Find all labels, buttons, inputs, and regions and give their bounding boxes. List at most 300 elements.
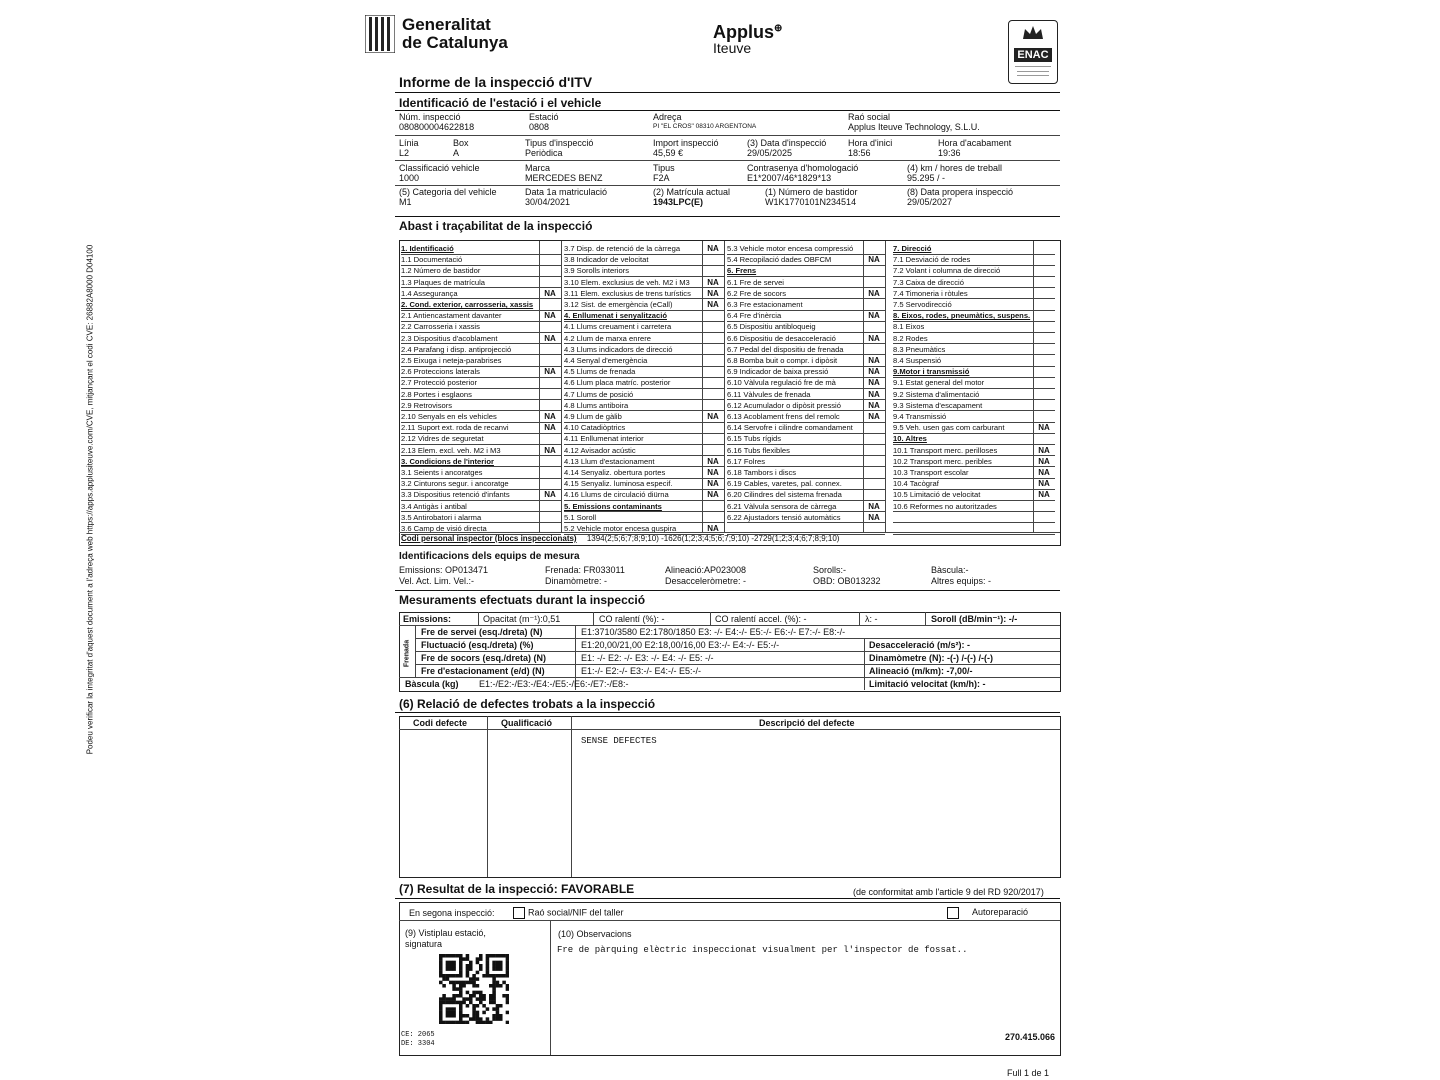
scope-item: 4. Enllumenat i senyalització xyxy=(564,311,667,321)
scope-na-flag xyxy=(540,355,560,366)
scope-item: 4.14 Senyaliz. obertura portes xyxy=(564,468,666,477)
scope-na-flag xyxy=(540,512,560,523)
scope-item: 4.12 Avisador acústic xyxy=(564,445,636,455)
qr-code xyxy=(439,954,509,1029)
scope-item: 10.2 Transport merc. peribles xyxy=(893,456,992,466)
generalitat-line1: Generalitat xyxy=(402,15,491,34)
field-label: Box xyxy=(453,138,469,148)
field-value: PI "EL CROS" 08310 ARGENTONA xyxy=(653,123,757,130)
scope-na-flag xyxy=(703,512,723,523)
scope-na-flag xyxy=(703,254,723,265)
field-value: 95.295 / - xyxy=(907,173,946,183)
scope-na-flag xyxy=(864,445,884,456)
field-label: Hora d'inici xyxy=(848,138,893,148)
de-code: DE: 3304 xyxy=(401,1040,435,1048)
field-value: 45,59 € xyxy=(653,148,684,158)
scope-na-flag: NA xyxy=(868,356,880,365)
measurement-right: Desacceleració (m/s²): - xyxy=(869,640,971,650)
scope-item: 2.12 Vidres de seguretat xyxy=(401,434,484,444)
defects-title: (6) Relació de defectes trobats a la inspecció xyxy=(399,697,656,711)
scope-item: 6.9 Indicador de baixa pressió xyxy=(727,367,829,377)
scope-na-flag xyxy=(1034,355,1054,366)
scope-item: 8.4 Suspensió xyxy=(893,356,942,365)
scope-item: 6.17 Folres xyxy=(727,456,765,466)
field-value: 1943LPC(E) xyxy=(653,197,704,207)
field-value: Applus Iteuve Technology, S.L.U. xyxy=(848,122,980,132)
equipment-entry: Emissions: OP013471 xyxy=(399,565,489,575)
scope-na-flag xyxy=(864,344,884,355)
scope-item: 4.10 Catadiòptrics xyxy=(564,423,626,433)
field-label: Adreça xyxy=(653,112,682,122)
scope-na-flag: NA xyxy=(868,288,880,298)
workshop-checkbox[interactable] xyxy=(513,907,525,919)
scope-na-flag xyxy=(540,400,560,411)
scope-na-flag: NA xyxy=(707,524,719,533)
scope-item: 2.3 Dispositius d'acoblament xyxy=(401,333,498,343)
scope-na-flag: NA xyxy=(707,277,719,287)
scope-na-flag: NA xyxy=(707,412,719,421)
scope-na-flag xyxy=(703,265,723,276)
scope-item: 4.16 Llums de circulació diürna xyxy=(564,490,669,500)
scope-na-flag xyxy=(540,467,560,478)
field-value: 0808 xyxy=(529,122,550,132)
scope-na-flag xyxy=(703,389,723,400)
scope-na-flag xyxy=(1034,254,1054,265)
opacity-value: Opacitat (m⁻¹):0,51 xyxy=(483,614,561,624)
scope-item: 4.13 Llum d'estacionament xyxy=(564,456,655,466)
co-idle-value: CO ralentí (%): - xyxy=(599,614,665,624)
workshop-label: Raó social/NIF del taller xyxy=(528,907,624,918)
field-label: Data 1a matriculació xyxy=(525,187,608,197)
scope-item: 10. Altres xyxy=(893,434,927,444)
scope-item: 4.8 Llums antiboira xyxy=(564,400,629,410)
field-value: F2A xyxy=(653,173,670,183)
field-label: Raó social xyxy=(848,112,891,122)
generalitat-logo xyxy=(365,15,395,53)
scope-item: 10.4 Tacògraf xyxy=(893,479,939,489)
verification-side-note: Podeu verificar la integritat d'aquest document a l'adreça web https://apps.applusiteuve.com/CVE, mitjançant el codi CVE: 26882A8000 D04100 xyxy=(85,244,95,755)
scope-na-flag xyxy=(1034,377,1054,388)
scope-item: 6.1 Fre de servei xyxy=(727,277,784,287)
scope-na-flag: NA xyxy=(868,255,880,265)
measurement-value: E1: -/- E2: -/- E3: -/- E4: -/- E5: -/- xyxy=(581,653,714,663)
self-repair-label: Autoreparació xyxy=(972,907,1029,918)
scope-na-flag: NA xyxy=(544,311,556,321)
scope-item: 9.1 Estat general del motor xyxy=(893,378,985,388)
scope-item: 7.4 Timoneria i ròtules xyxy=(893,288,968,298)
measurement-right: Alineació (m/km): -7,00/- xyxy=(869,666,973,676)
result-title: (7) Resultat de la inspecció: FAVORABLE xyxy=(399,882,635,896)
measurement-value: E1:-/- E2:-/- E3:-/- E4:-/- E5:-/- xyxy=(581,666,702,676)
col-defect-code: Codi defecte xyxy=(413,718,468,728)
scope-item: 9.3 Sistema d'escapament xyxy=(893,400,983,410)
scope-na-flag xyxy=(1034,310,1054,321)
scope-item: 3. Condicions de l'interior xyxy=(401,456,494,466)
field-value: MERCEDES BENZ xyxy=(525,173,603,183)
scope-item: 3.9 Sorolls interiors xyxy=(564,266,629,276)
field-value: W1K1770101N234514 xyxy=(765,197,857,207)
field-label: Núm. inspecció xyxy=(399,112,461,122)
scope-na-flag: NA xyxy=(868,501,880,511)
scope-na-flag xyxy=(1034,400,1054,411)
scope-item: 2.11 Suport ext. roda de recanvi xyxy=(401,423,509,433)
field-value: A xyxy=(453,148,460,158)
equipment-entry: Dinamòmetre: - xyxy=(545,576,608,586)
scope-item: 6.12 Acumulador o dipòsit pressió xyxy=(727,400,841,410)
scope-item: 5.3 Vehicle motor encesa compressió xyxy=(727,244,854,253)
scope-item: 6.8 Bomba buit o compr. i dipòsit xyxy=(727,356,838,365)
scale-label: Bàscula (kg) xyxy=(405,679,459,689)
field-label: (8) Data propera inspecció xyxy=(907,187,1014,197)
workshop-option[interactable] xyxy=(513,907,624,919)
scope-na-flag: NA xyxy=(707,479,719,489)
scope-item: 6.20 Cilindres del sistema frenada xyxy=(727,490,842,500)
scope-item: 4.4 Senyal d'emergència xyxy=(564,356,648,365)
scope-item: 7.2 Volant i columna de direcció xyxy=(893,266,1001,276)
scope-item: 10.5 Limitació de velocitat xyxy=(893,490,981,500)
scope-item: 6.18 Tambors i discs xyxy=(727,468,797,477)
scope-na-flag xyxy=(540,377,560,388)
scope-na-flag: NA xyxy=(868,400,880,410)
scope-na-flag: NA xyxy=(544,288,556,298)
scope-item: 1.2 Número de bastidor xyxy=(401,266,481,276)
scope-na-flag xyxy=(1034,277,1054,288)
scope-item: 3.11 Elem. exclusius de trens turístics xyxy=(564,288,691,298)
scope-item: 2.4 Parafang i disp. antiprojecció xyxy=(401,344,512,354)
equipment-entry: Sorolls:- xyxy=(813,565,847,575)
scope-na-flag: NA xyxy=(1038,490,1050,500)
scope-na-flag xyxy=(864,265,884,276)
scope-item: 6.11 Vàlvules de frenada xyxy=(727,389,811,399)
scope-na-flag: NA xyxy=(707,300,719,309)
scope-na-flag: NA xyxy=(707,468,719,477)
scope-item: 6.3 Fre estacionament xyxy=(727,300,803,309)
scope-na-flag: NA xyxy=(544,367,556,377)
scope-item: 6.16 Tubs flexibles xyxy=(727,445,790,455)
field-label: (1) Número de bastidor xyxy=(765,187,858,197)
scope-item: 4.5 Llums de frenada xyxy=(564,367,636,377)
speed-limit-value: Limitació velocitat (km/h): - xyxy=(869,679,986,689)
scope-item: 8. Eixos, rodes, pneumàtics, suspens. xyxy=(893,311,1031,321)
scope-na-flag xyxy=(864,478,884,489)
scope-na-flag xyxy=(864,299,884,310)
measurements-title: Mesuraments efectuats durant la inspecció xyxy=(399,593,646,607)
scope-item: 2.1 Antiencastament davanter xyxy=(401,311,502,321)
field-value: 080800004622818 xyxy=(399,122,475,132)
field-value: 19:36 xyxy=(938,148,961,158)
measurement-label: Fre de socors (esq./dreta) (N) xyxy=(421,653,547,663)
equipment-entry: OBD: OB013232 xyxy=(813,576,881,586)
scope-item: 7. Direcció xyxy=(893,244,932,253)
qr-code-icon xyxy=(439,954,509,1024)
scope-na-flag: NA xyxy=(868,512,880,522)
scope-item xyxy=(893,512,1033,523)
scope-na-flag xyxy=(540,501,560,512)
scope-item: 3.7 Disp. de retenció de la càrrega xyxy=(564,244,681,253)
scope-item: 2.9 Retrovisors xyxy=(401,400,453,410)
scope-na-flag xyxy=(1034,243,1054,254)
field-label: Tipus d'inspecció xyxy=(525,138,594,148)
scope-na-flag xyxy=(703,321,723,332)
defects-table xyxy=(399,716,1061,878)
scope-na-flag: NA xyxy=(707,456,719,466)
scope-na-flag xyxy=(864,433,884,444)
field-value: E1*2007/46*1829*13 xyxy=(747,173,832,183)
scope-item: 6. Frens xyxy=(727,266,757,276)
document-number: 270.415.066 xyxy=(1005,1032,1056,1042)
field-label: Classificació vehicle xyxy=(399,163,480,173)
scope-na-flag xyxy=(1034,512,1054,523)
scope-na-flag: NA xyxy=(868,311,880,321)
scope-item: 2.10 Senyals en els vehicles xyxy=(401,412,497,421)
scope-item: 5.4 Recopilació dades OBFCM xyxy=(727,255,832,265)
scope-na-flag: NA xyxy=(868,367,880,377)
scope-na-flag: NA xyxy=(707,288,719,298)
station-stamp-label: (9) Vistiplau estació, signatura xyxy=(405,928,486,949)
scope-item: 4.11 Enllumenat interior xyxy=(564,434,644,444)
scope-na-flag xyxy=(703,333,723,344)
scope-item: 9.5 Veh. usen gas com carburant xyxy=(893,423,1005,433)
field-value: 29/05/2025 xyxy=(747,148,793,158)
field-label: Estació xyxy=(529,112,559,122)
field-label: (5) Categoria del vehicle xyxy=(399,187,497,197)
field-label: Contrasenya d'homologació xyxy=(747,163,859,173)
scope-na-flag: NA xyxy=(1038,479,1050,489)
scope-item: 8.2 Rodes xyxy=(893,333,928,343)
scope-item: 2.13 Elem. excl. veh. M2 i M3 xyxy=(401,445,501,455)
scope-na-flag: NA xyxy=(544,445,556,455)
scope-item: 3.2 Cinturons segur. i ancoratge xyxy=(401,479,509,489)
scope-item: 6.6 Dispositiu de desacceleració xyxy=(727,333,836,343)
scope-na-flag xyxy=(1034,344,1054,355)
scope-item: 2. Cond. exterior, carrosseria, xassis xyxy=(401,300,534,309)
scope-item: 3.10 Elem. exclusius de veh. M2 i M3 xyxy=(564,277,690,287)
lambda-value: λ: - xyxy=(865,614,878,624)
scope-na-flag: NA xyxy=(707,244,719,253)
self-repair-option[interactable] xyxy=(947,907,1028,919)
scope-item: 2.5 Eixuga i neteja-parabrises xyxy=(401,356,502,365)
scope-na-flag xyxy=(703,422,723,433)
scope-na-flag xyxy=(864,467,884,478)
scale-value: E1:-/E2:-/E3:-/E4:-/E5:-/E6:-/E7:-/E8:- xyxy=(479,679,629,689)
scope-na-flag xyxy=(1034,433,1054,444)
scope-item: 6.21 Vàlvula sensora de càrrega xyxy=(727,501,837,511)
field-label: Tipus xyxy=(653,163,675,173)
col-description: Descripció del defecte xyxy=(759,718,855,728)
inspector-codes xyxy=(401,534,839,544)
scope-na-flag xyxy=(1034,366,1054,377)
scope-item: 10.6 Reformes no autoritzades xyxy=(893,501,997,511)
col-qualification: Qualificació xyxy=(501,718,553,728)
scope-na-flag xyxy=(540,344,560,355)
scope-na-flag xyxy=(1034,321,1054,332)
scope-item: 6.5 Dispositiu antibloqueig xyxy=(727,322,816,332)
scope-item: 6.14 Servofre i cilindre comandament xyxy=(727,423,853,433)
field-value: L2 xyxy=(399,148,410,158)
scope-na-flag xyxy=(864,422,884,433)
scope-item: 6.2 Fre de socors xyxy=(727,288,787,298)
defect-entry: SENSE DEFECTES xyxy=(581,736,657,746)
scope-na-flag: NA xyxy=(1038,423,1050,433)
scope-item: 7.1 Desviació de rodes xyxy=(893,255,971,265)
scope-na-flag: NA xyxy=(707,490,719,500)
scope-item: 6.22 Ajustadors tensió automàtics xyxy=(727,512,841,522)
field-label: Marca xyxy=(525,163,551,173)
scope-item: 3.1 Seients i ancoratges xyxy=(401,468,483,477)
scope-item: 10.3 Transport escolar xyxy=(893,468,969,477)
scope-item: 3.6 Camp de visió directa xyxy=(401,524,487,533)
scope-na-flag xyxy=(1034,411,1054,422)
scope-item: 6.13 Acoblament frens del remolc xyxy=(727,412,840,421)
scope-na-flag xyxy=(703,400,723,411)
scope-item: 9.2 Sistema d'alimentació xyxy=(893,389,980,399)
scope-item: 1.4 Assegurança xyxy=(401,288,458,298)
scope-na-flag xyxy=(540,478,560,489)
scope-na-flag xyxy=(540,243,560,254)
scope-item: 5.2 Vehicle motor encesa guspira xyxy=(564,524,677,533)
scope-item: 1.3 Plaques de matrícula xyxy=(401,277,486,287)
iteuve-logo: Iteuve xyxy=(713,40,752,56)
scope-item: 3.4 Antigàs i antibal xyxy=(401,501,467,511)
field-value: 30/04/2021 xyxy=(525,197,571,207)
scope-item: 3.3 Dispositius retenció d'infants xyxy=(401,490,510,500)
brakes-vertical-label: Frenada xyxy=(403,639,411,668)
scope-item: 2.8 Portes i esglaons xyxy=(401,389,472,399)
scope-na-flag xyxy=(703,366,723,377)
scope-na-flag xyxy=(540,389,560,400)
enac-label: ENAC xyxy=(1014,48,1052,62)
scope-na-flag: NA xyxy=(868,333,880,343)
scope-item: 7.3 Caixa de direcció xyxy=(893,277,964,287)
scope-na-flag: NA xyxy=(544,423,556,433)
identification-title: Identificació de l'estació i el vehicle xyxy=(399,96,602,110)
scope-na-flag xyxy=(540,456,560,467)
scope-item: 8.3 Pneumàtics xyxy=(893,344,946,354)
scope-na-flag: NA xyxy=(1038,468,1050,477)
measurement-label: Fre d'estacionament (e/d) (N) xyxy=(421,666,545,676)
field-value: 1000 xyxy=(399,173,420,183)
scope-na-flag xyxy=(540,433,560,444)
measurement-value: E1:20,00/21,00 E2:18,00/16,00 E3:-/- E4:-/- E5:-/- xyxy=(581,640,780,650)
report-title: Informe de la inspecció d'ITV xyxy=(399,74,593,90)
equipment-entry: Bàscula:- xyxy=(931,565,969,575)
equipment-title: Identificacions dels equips de mesura xyxy=(399,551,580,562)
scope-item: 2.7 Protecció posterior xyxy=(401,378,477,388)
inspection-report xyxy=(395,10,1063,1078)
scope-na-flag xyxy=(1034,333,1054,344)
scope-item: 1. Identificació xyxy=(401,244,454,253)
crown-icon xyxy=(1009,21,1057,43)
scope-item: 9.Motor i transmissió xyxy=(893,367,970,377)
generalitat-icon xyxy=(365,15,395,53)
scope-item: 4.9 Llum de gàlib xyxy=(564,412,622,421)
scope-item: 4.1 Llums creuament i carretera xyxy=(564,322,672,332)
scope-item: 6.15 Tubs rígids xyxy=(727,434,782,444)
equipment-entry: Alineació:AP023008 xyxy=(665,565,747,575)
measurement-label: Fre de servei (esq./dreta) (N) xyxy=(421,627,543,637)
field-label: (4) km / hores de treball xyxy=(907,163,1003,173)
scope-na-flag xyxy=(1034,299,1054,310)
scope-na-flag: NA xyxy=(544,490,556,500)
field-label: (2) Matrícula actual xyxy=(653,187,731,197)
measurement-label: Fluctuació (esq./dreta) (%) xyxy=(421,640,534,650)
observations-text: Fre de pàrquing elèctric inspeccionat visualment per l'inspector de fossat.. xyxy=(557,945,968,955)
scope-na-flag: NA xyxy=(1038,456,1050,466)
scope-item: 4.15 Senyaliz. luminosa especif. xyxy=(564,479,673,489)
observations-label: (10) Observacions xyxy=(558,929,632,939)
scope-item: 6.19 Cables, varetes, pal. connex. xyxy=(727,479,842,489)
scope-item: 8.1 Eixos xyxy=(893,322,925,332)
scope-item: 3.8 Indicador de velocitat xyxy=(564,255,649,265)
scope-item: 4.2 Llum de marxa enrere xyxy=(564,333,651,343)
scope-item: 2.2 Carrosseria i xassis xyxy=(401,322,480,332)
scope-item: 3.5 Antirobatori i alarma xyxy=(401,512,482,522)
scope-na-flag xyxy=(540,265,560,276)
scope-item: 2.6 Proteccions laterals xyxy=(401,367,480,377)
scope-item: 5. Emissions contaminants xyxy=(564,501,662,511)
scope-na-flag: NA xyxy=(544,333,556,343)
scope-na-flag xyxy=(703,355,723,366)
scope-na-flag xyxy=(703,310,723,321)
scope-item: 9.4 Transmissió xyxy=(893,412,947,421)
equipment-entry: Vel. Act. Lim. Vel.:- xyxy=(399,576,475,586)
emissions-label: Emissions: xyxy=(403,614,452,624)
scope-item: 10.1 Transport merc. perilloses xyxy=(893,445,998,455)
self-repair-checkbox[interactable] xyxy=(947,907,959,919)
measurement-value: E1:3710/3580 E2:1780/1850 E3: -/- E4:-/- E5:-/- E6:-/- E7:-/- E8:-/- xyxy=(581,627,846,637)
co-accel-value: CO ralentí accel. (%): - xyxy=(715,614,807,624)
scope-na-flag xyxy=(540,254,560,265)
noise-value: Soroll (dB/min⁻¹): -/- xyxy=(931,614,1018,624)
scope-item: 6.7 Pedal del dispositiu de frenada xyxy=(727,344,844,354)
scope-item: 4.6 Llum placa matríc. posterior xyxy=(564,378,671,388)
scope-na-flag: NA xyxy=(544,412,556,421)
scope-na-flag xyxy=(864,321,884,332)
equipment-entry: Frenada: FR033011 xyxy=(545,565,625,575)
field-value: 29/05/2027 xyxy=(907,197,953,207)
scope-item: 3.12 Sist. de emergència (eCall) xyxy=(564,300,673,309)
scope-na-flag xyxy=(864,277,884,288)
ce-code: CE: 2065 xyxy=(401,1031,435,1039)
field-label: Línia xyxy=(399,138,419,148)
inspector-label: Codi personal inspector (blocs inspeccionats) xyxy=(401,534,577,543)
field-value: Periòdica xyxy=(525,148,563,158)
equipment-entry: Desacceleròmetre: - xyxy=(665,576,747,586)
scope-item: 5.1 Soroll xyxy=(564,512,597,522)
scope-title: Abast i traçabilitat de la inspecció xyxy=(399,219,593,233)
applus-logo: Applus⊕ xyxy=(713,22,783,42)
inspector-value: 1394(2;5;6;7;8;9;10) -1626(1;2;3;4;5;6;7;9;10) -2729(1;2;3;4;6;7;8;9;10) xyxy=(586,534,840,543)
scope-na-flag xyxy=(864,243,884,254)
scope-item: 4.7 Llums de posició xyxy=(564,389,634,399)
scope-item: 6.10 Vàlvula regulació fre de mà xyxy=(727,378,836,388)
scope-item: 4.3 Llums indicadors de direcció xyxy=(564,344,673,354)
scope-na-flag xyxy=(1034,265,1054,276)
scope-na-flag: NA xyxy=(868,412,880,421)
scope-na-flag xyxy=(540,277,560,288)
scope-na-flag xyxy=(540,321,560,332)
scope-item: 1.1 Documentació xyxy=(401,255,463,265)
scope-item: 6.4 Fre d'inèrcia xyxy=(727,311,782,321)
second-inspection-label: En segona inspecció: xyxy=(409,908,495,918)
scope-na-flag xyxy=(703,344,723,355)
scope-na-flag xyxy=(864,489,884,500)
scope-na-flag xyxy=(864,456,884,467)
scope-na-flag xyxy=(703,501,723,512)
scope-na-flag: NA xyxy=(1038,445,1050,455)
measurement-right: Dinamòmetre (N): -(-) /-(-) /-(-) xyxy=(869,653,993,663)
field-label: (3) Data d'inspecció xyxy=(747,138,827,148)
